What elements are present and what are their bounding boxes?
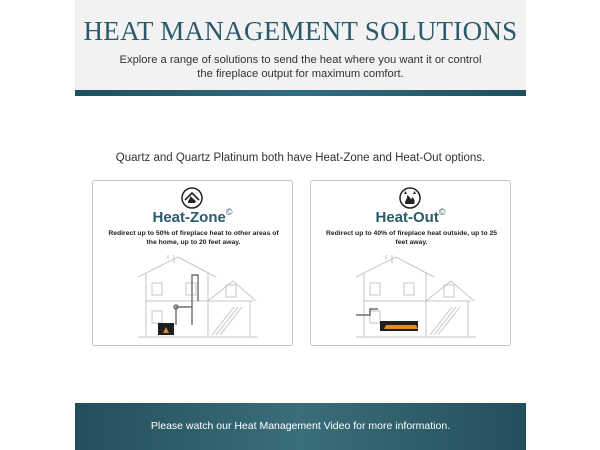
heat-out-title: Heat-Out© <box>375 207 446 226</box>
heat-out-description: Redirect up to 40% of fireplace heat outside, up to 25 feet away. <box>325 230 498 246</box>
heat-out-card[interactable] <box>310 180 511 346</box>
house-diagram-heat-out <box>356 255 476 339</box>
house-diagram-heat-zone <box>138 255 258 339</box>
page-title: HEAT MANAGEMENT SOLUTIONS <box>83 16 518 46</box>
header-divider-bar <box>75 90 526 96</box>
video-link-text[interactable]: Please watch our Heat Management Video for more information. <box>150 420 451 432</box>
heat-zone-card[interactable] <box>92 180 293 346</box>
heat-zone-description: Redirect up to 50% of fireplace heat to other areas of the home, up to 20 feet away. <box>108 230 279 246</box>
intro-text: Quartz and Quartz Platinum both have Heat-Zone and Heat-Out options. <box>115 152 486 164</box>
heat-out-icon <box>399 187 421 209</box>
header-banner <box>75 0 526 90</box>
heat-zone-icon <box>181 187 203 209</box>
heat-zone-title: Heat-Zone© <box>152 207 233 226</box>
footer-banner[interactable] <box>75 403 526 450</box>
page-subtitle: Explore a range of solutions to send the heat where you want it or control the fireplace output for maximum comfort. <box>119 54 482 80</box>
